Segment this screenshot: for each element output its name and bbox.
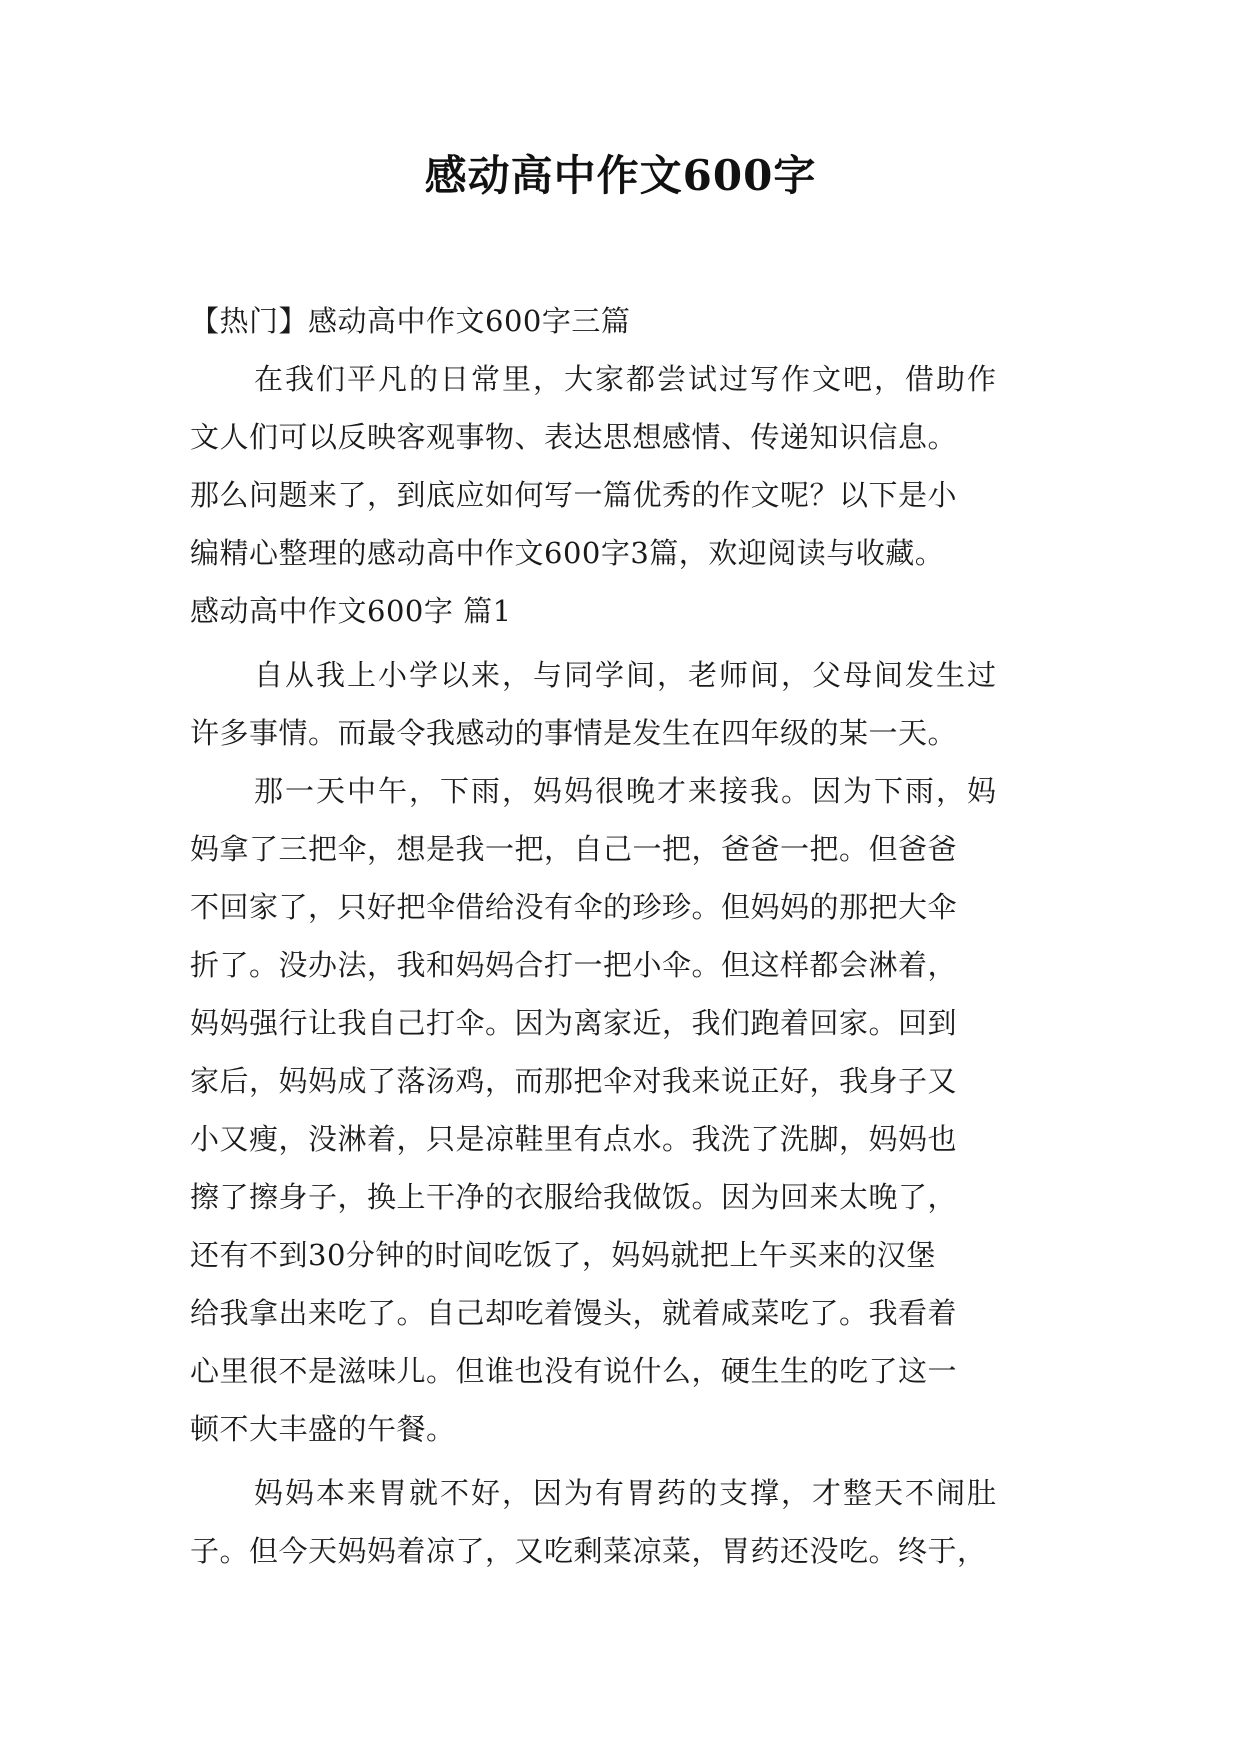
text-line: 自从我上小学以来，与同学间，老师间，父母间发生过	[254, 658, 999, 692]
text-line: 还有不到30分钟的时间吃饭了，妈妈就把上午买来的汉堡	[190, 1238, 936, 1272]
text-line: 折了。没办法，我和妈妈合打一把小伞。但这样都会淋着，	[190, 948, 958, 982]
text-line: 妈妈强行让我自己打伞。因为离家近，我们跑着回家。回到	[190, 1006, 958, 1040]
section-heading: 感动高中作文600字 篇1	[190, 594, 512, 628]
article-body	[190, 292, 1080, 1580]
text-line: 擦了擦身子，换上干净的衣服给我做饭。因为回来太晚了，	[190, 1180, 958, 1214]
text-line: 妈拿了三把伞，想是我一把，自己一把，爸爸一把。但爸爸	[190, 832, 958, 866]
text-line: 给我拿出来吃了。自己却吃着馒头，就着咸菜吃了。我看着	[190, 1296, 958, 1330]
text-line: 在我们平凡的日常里，大家都尝试过写作文吧，借助作	[254, 362, 999, 396]
text-line: 不回家了，只好把伞借给没有伞的珍珍。但妈妈的那把大伞	[190, 890, 958, 924]
text-line: 子。但今天妈妈着凉了，又吃剩菜凉菜，胃药还没吃。终于，	[190, 1534, 987, 1568]
text-line: 那么问题来了，到底应如何写一篇优秀的作文呢？以下是小	[190, 478, 958, 512]
subtitle-line: 【热门】感动高中作文600字三篇	[190, 304, 631, 338]
text-line: 编精心整理的感动高中作文600字3篇，欢迎阅读与收藏。	[190, 536, 945, 570]
text-line: 妈妈本来胃就不好，因为有胃药的支撑，才整天不闹肚	[254, 1476, 999, 1510]
text-line: 那一天中午，下雨，妈妈很晚才来接我。因为下雨，妈	[254, 774, 999, 808]
text-line: 小又瘦，没淋着，只是凉鞋里有点水。我洗了洗脚，妈妈也	[190, 1122, 958, 1156]
text-line: 心里很不是滋味儿。但谁也没有说什么，硬生生的吃了这一	[190, 1354, 958, 1388]
text-line: 家后，妈妈成了落汤鸡，而那把伞对我来说正好，我身子又	[190, 1064, 958, 1098]
text-line: 许多事情。而最令我感动的事情是发生在四年级的某一天。	[190, 716, 958, 750]
text-line: 顿不大丰盛的午餐。	[190, 1412, 456, 1446]
page-title: 感动高中作文600字	[424, 151, 817, 200]
text-line: 文人们可以反映客观事物、表达思想感情、传递知识信息。	[190, 420, 958, 454]
